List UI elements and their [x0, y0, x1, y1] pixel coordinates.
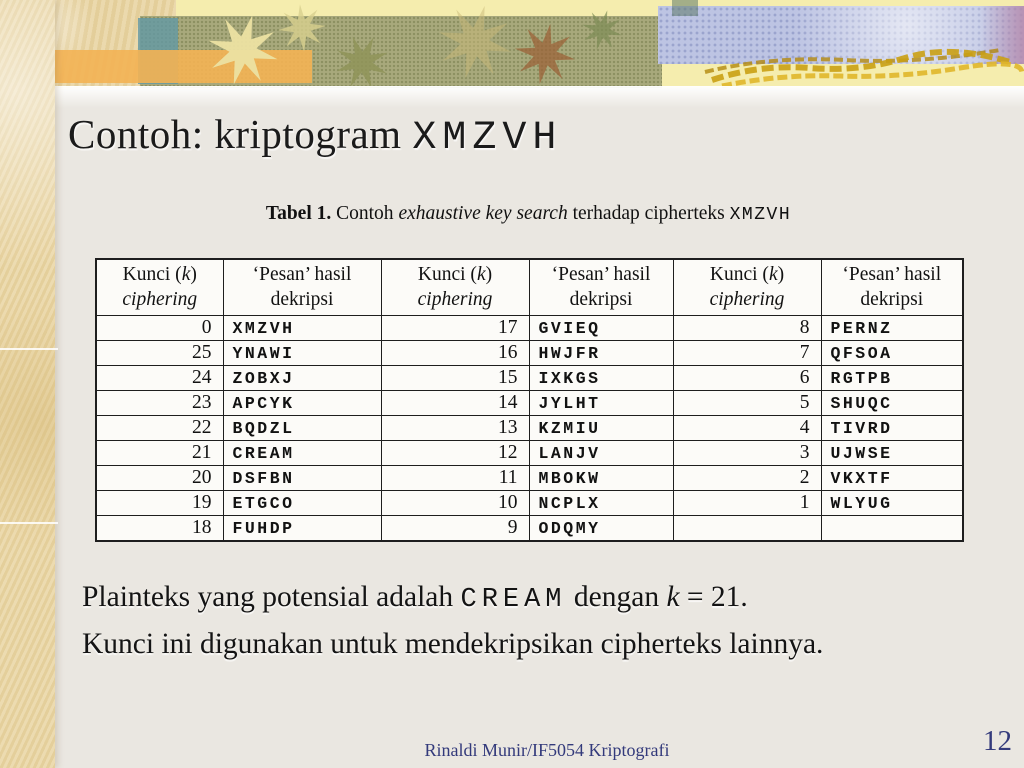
key-cell: 11	[381, 466, 529, 491]
header-ciphering-label: ciphering	[709, 289, 785, 310]
key-cell: 14	[381, 391, 529, 416]
message-cell: GVIEQ	[529, 316, 673, 341]
header-kunci-text: )	[485, 264, 493, 285]
key-search-table	[95, 258, 964, 542]
side-strip	[0, 0, 55, 768]
key-cell: 9	[381, 516, 529, 542]
notes-block	[82, 575, 823, 666]
table-row	[96, 366, 963, 391]
key-cell: 20	[96, 466, 223, 491]
message-cell: TIVRD	[821, 416, 963, 441]
header-dekripsi-label: dekripsi	[860, 289, 924, 310]
title-ciphertext: XMZVH	[412, 116, 563, 161]
banner-hydrangea-block	[658, 6, 1024, 64]
message-cell: BQDZL	[223, 416, 381, 441]
header-kunci-text: )	[190, 264, 197, 285]
notes-text: dengan	[566, 581, 667, 613]
header-dekripsi-label: dekripsi	[569, 289, 633, 310]
header-kunci-text: Kunci (	[709, 264, 769, 285]
key-cell: 7	[673, 341, 821, 366]
table-caption	[95, 203, 962, 225]
message-cell: JYLHT	[529, 391, 673, 416]
key-cell: 12	[381, 441, 529, 466]
table-row	[96, 441, 963, 466]
header-kunci-text: Kunci (	[417, 264, 477, 285]
message-cell: XMZVH	[223, 316, 381, 341]
key-cell: 8	[673, 316, 821, 341]
message-cell: RGTPB	[821, 366, 963, 391]
message-cell: QFSOA	[821, 341, 963, 366]
col-header-kunci	[96, 259, 223, 316]
message-cell	[821, 516, 963, 542]
message-cell: FUHDP	[223, 516, 381, 542]
key-cell: 0	[96, 316, 223, 341]
banner-orange-band	[33, 50, 312, 83]
key-cell: 10	[381, 491, 529, 516]
banner-shadow	[40, 86, 1024, 108]
banner-teal-square	[672, 0, 698, 16]
strip-crack-line	[0, 522, 58, 524]
caption-emphasis: exhaustive key search	[398, 203, 568, 224]
message-cell: LANJV	[529, 441, 673, 466]
page-number: 12	[983, 725, 1012, 757]
notes-key-var: k	[666, 581, 680, 613]
header-ciphering-label: ciphering	[122, 289, 198, 310]
key-cell: 25	[96, 341, 223, 366]
message-cell: DSFBN	[223, 466, 381, 491]
caption-text: Contoh	[331, 203, 399, 224]
message-cell: HWJFR	[529, 341, 673, 366]
col-header-pesan	[821, 259, 963, 316]
table-row	[96, 316, 963, 341]
message-cell: SHUQC	[821, 391, 963, 416]
key-cell	[673, 516, 821, 542]
caption-text: terhadap cipherteks	[567, 203, 730, 224]
caption-ciphertext: XMZVH	[729, 205, 792, 225]
key-cell: 21	[96, 441, 223, 466]
title-text: Contoh: kriptogram	[68, 111, 413, 157]
header-kunci-var: k	[181, 264, 191, 285]
header-dekripsi-label: dekripsi	[270, 289, 334, 310]
message-cell: NCPLX	[529, 491, 673, 516]
message-cell: ZOBXJ	[223, 366, 381, 391]
table-row	[96, 391, 963, 416]
key-cell: 2	[673, 466, 821, 491]
message-cell: PERNZ	[821, 316, 963, 341]
table-body	[96, 316, 963, 542]
col-header-kunci	[673, 259, 821, 316]
key-cell: 4	[673, 416, 821, 441]
key-cell: 1	[673, 491, 821, 516]
message-cell: MBOKW	[529, 466, 673, 491]
table-row	[96, 416, 963, 441]
notes-line-2: Kunci ini digunakan untuk mendekripsikan cipherteks lainnya.	[82, 628, 824, 660]
caption-label: Tabel 1.	[265, 203, 332, 224]
message-cell: WLYUG	[821, 491, 963, 516]
header-pesan-text: ‘Pesan’ hasil	[252, 264, 352, 285]
header-pesan-text: ‘Pesan’ hasil	[842, 264, 942, 285]
header-row	[96, 259, 963, 316]
message-cell: IXKGS	[529, 366, 673, 391]
header-kunci-var: k	[768, 264, 778, 285]
message-cell: CREAM	[223, 441, 381, 466]
key-cell: 16	[381, 341, 529, 366]
strip-crack-line	[0, 348, 58, 350]
key-cell: 22	[96, 416, 223, 441]
notes-text: = 21.	[679, 581, 748, 613]
header-kunci-var: k	[476, 264, 486, 285]
notes-line-1	[82, 575, 823, 622]
page-title	[68, 110, 562, 161]
key-cell: 13	[381, 416, 529, 441]
key-cell: 24	[96, 366, 223, 391]
message-cell: UJWSE	[821, 441, 963, 466]
key-cell: 15	[381, 366, 529, 391]
message-cell: VKXTF	[821, 466, 963, 491]
header-pesan-text: ‘Pesan’ hasil	[551, 264, 651, 285]
header-kunci-text: Kunci (	[122, 264, 182, 285]
key-cell: 18	[96, 516, 223, 542]
table-row	[96, 491, 963, 516]
message-cell: YNAWI	[223, 341, 381, 366]
key-cell: 6	[673, 366, 821, 391]
key-cell: 3	[673, 441, 821, 466]
header-kunci-text: )	[777, 264, 785, 285]
table-row	[96, 466, 963, 491]
table-header	[96, 259, 963, 316]
message-cell: KZMIU	[529, 416, 673, 441]
notes-plaintext: CREAM	[460, 585, 567, 615]
col-header-pesan	[223, 259, 381, 316]
key-cell: 19	[96, 491, 223, 516]
footer-credit: Rinaldi Munir/IF5054 Kriptografi	[424, 740, 670, 760]
message-cell: ODQMY	[529, 516, 673, 542]
message-cell: ETGCO	[223, 491, 381, 516]
key-cell: 23	[96, 391, 223, 416]
banner-mauve-edge	[980, 6, 1024, 64]
notes-text: Plainteks yang potensial adalah	[82, 581, 461, 613]
col-header-kunci	[381, 259, 529, 316]
col-header-pesan	[529, 259, 673, 316]
table-row	[96, 516, 963, 542]
banner	[0, 0, 1024, 88]
key-cell: 17	[381, 316, 529, 341]
header-ciphering-label: ciphering	[417, 289, 493, 310]
message-cell: APCYK	[223, 391, 381, 416]
key-cell: 5	[673, 391, 821, 416]
table-row	[96, 341, 963, 366]
